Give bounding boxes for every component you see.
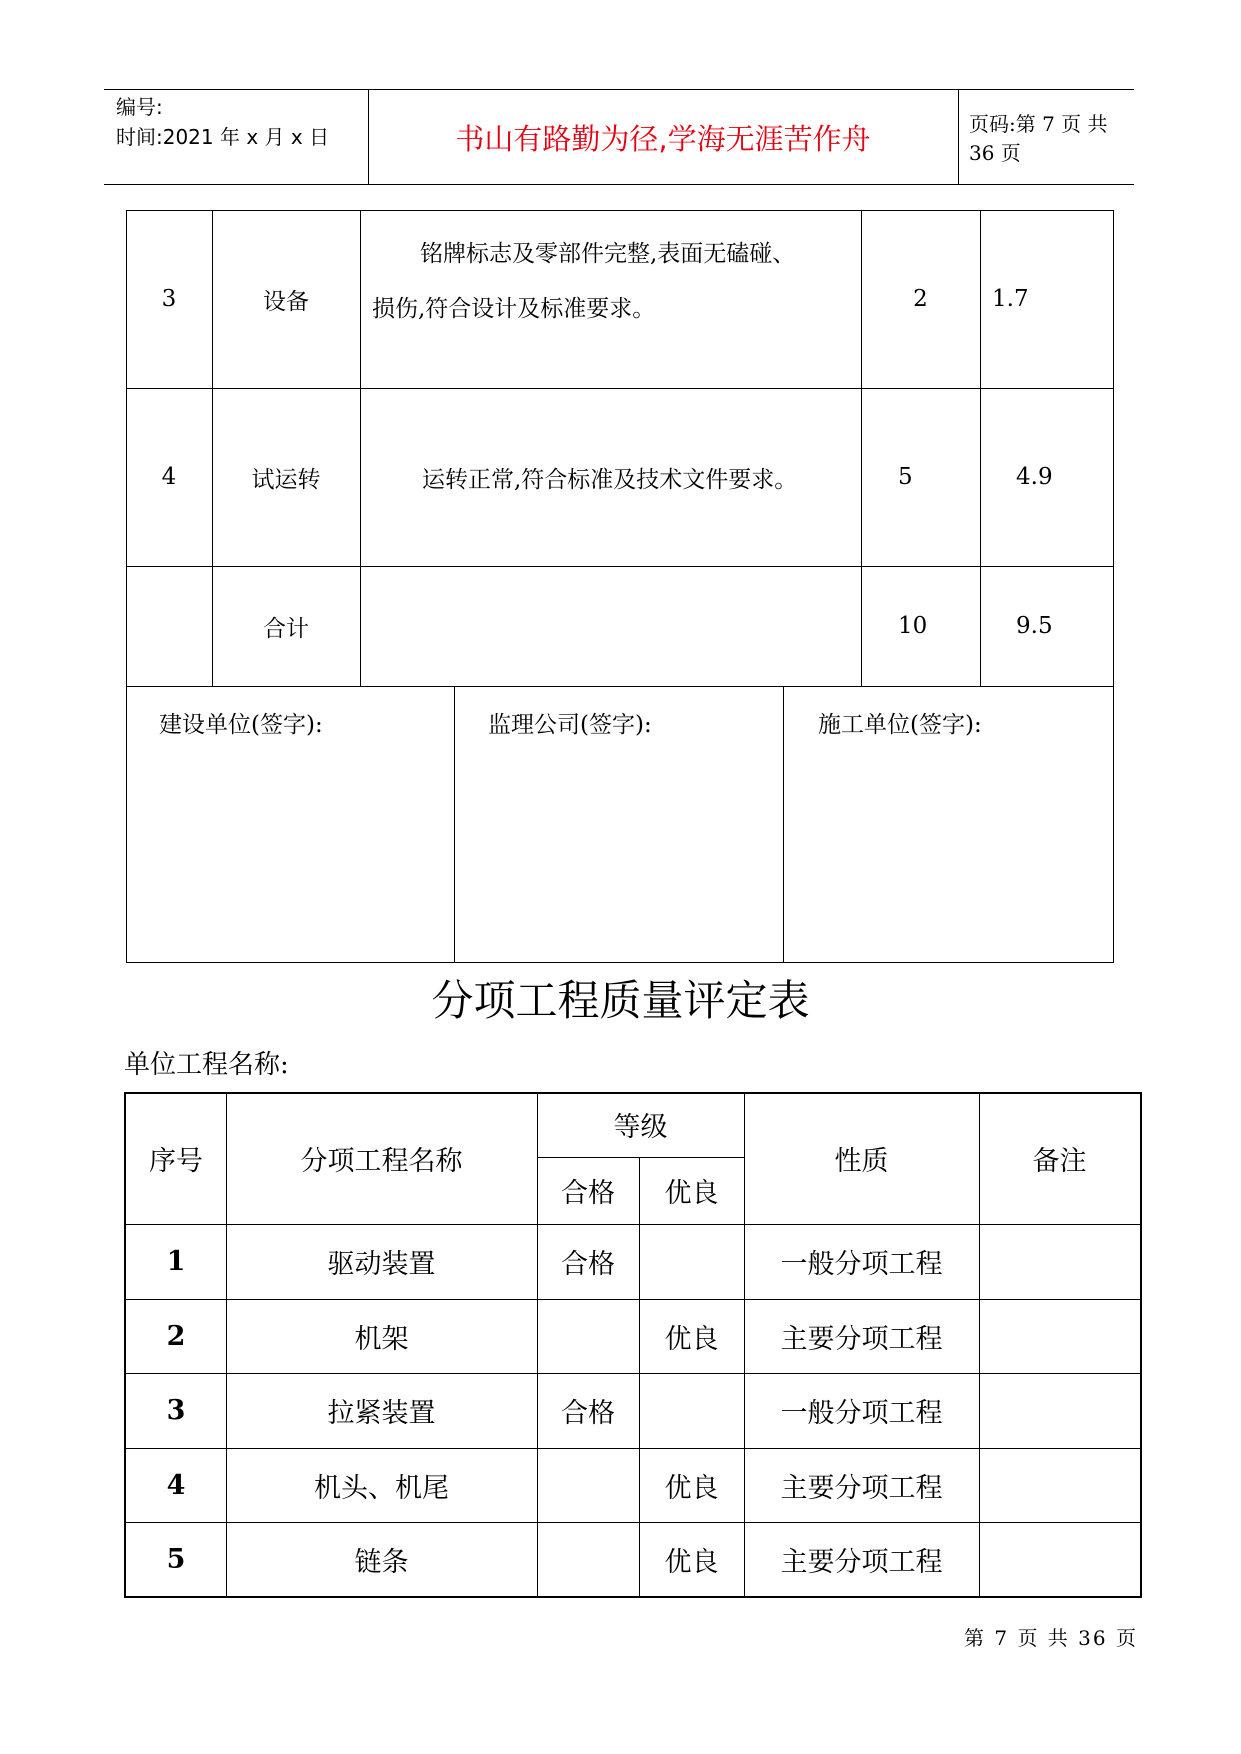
row-standard-score: 2 — [913, 286, 928, 312]
row-standard-score: 10 — [898, 613, 928, 639]
row-number: 2 — [166, 1320, 186, 1352]
row-number: 4 — [166, 1469, 186, 1501]
signature-contractor: 施工单位(签字): — [818, 712, 982, 738]
signature-owner: 建设单位(签字): — [159, 712, 323, 738]
row-remark — [979, 1224, 1140, 1299]
row-item-name: 驱动装置 — [327, 1249, 436, 1280]
row-nature: 主要分项工程 — [780, 1323, 943, 1355]
document-number: 编号: — [116, 95, 163, 119]
page-header — [104, 89, 1134, 185]
row-actual-score: 1.7 — [992, 286, 1029, 312]
header-divider — [958, 90, 959, 184]
header-nature: 性质 — [834, 1145, 889, 1177]
row-number: 5 — [166, 1543, 186, 1575]
row-good — [639, 1373, 744, 1448]
row-number: 1 — [166, 1246, 186, 1277]
row-pass — [537, 1299, 639, 1373]
header-good: 优良 — [664, 1178, 719, 1209]
quality-evaluation-table — [124, 1092, 1142, 1598]
inspection-table — [126, 210, 1114, 963]
footer-page-number: 第 7 页 共 36 页 — [964, 1626, 1138, 1650]
row-description: 运转正常,符合标准及技术文件要求。 — [422, 466, 798, 493]
row-item: 设备 — [263, 288, 309, 315]
header-page-number: 页码:第 7 页 共 36 页 — [969, 112, 1108, 165]
row-item-name: 机头、机尾 — [314, 1472, 449, 1504]
row-item-name: 链条 — [354, 1546, 409, 1578]
row-number: 4 — [161, 464, 177, 490]
row-remark — [979, 1448, 1140, 1522]
row-remark — [979, 1522, 1140, 1596]
header-number: 序号 — [149, 1145, 203, 1177]
row-remark — [979, 1373, 1140, 1448]
row-good — [639, 1224, 744, 1299]
row-description: 铭牌标志及零部件完整,表面无磕碰、 损伤,符合设计及标准要求。 — [372, 241, 796, 322]
row-nature: 主要分项工程 — [780, 1472, 943, 1504]
row-item-name: 机架 — [354, 1323, 409, 1355]
row-nature: 主要分项工程 — [780, 1546, 943, 1578]
row-remark — [979, 1299, 1140, 1373]
header-pass: 合格 — [561, 1178, 615, 1209]
table-title: 分项工程质量评定表 — [431, 976, 810, 1025]
row-good: 优良 — [664, 1546, 719, 1578]
signature-supervisor: 监理公司(签字): — [488, 712, 652, 738]
row-item: 合计 — [263, 615, 309, 642]
row-number: 3 — [161, 286, 177, 312]
row-good: 优良 — [664, 1472, 719, 1504]
header-item-name: 分项工程名称 — [300, 1145, 463, 1177]
header-remark: 备注 — [1032, 1145, 1087, 1177]
row-pass — [537, 1448, 639, 1522]
header-motto: 书山有路勤为径,学海无涯苦作舟 — [455, 121, 871, 156]
unit-project-name-label: 单位工程名称: — [124, 1050, 289, 1080]
row-pass — [537, 1522, 639, 1596]
row-description — [360, 566, 861, 686]
row-item: 试运转 — [251, 466, 321, 493]
row-actual-score: 4.9 — [1016, 464, 1053, 490]
row-number — [126, 566, 212, 686]
header-grade: 等级 — [613, 1112, 668, 1143]
row-nature: 一般分项工程 — [780, 1249, 943, 1280]
row-nature: 一般分项工程 — [780, 1398, 943, 1429]
row-standard-score: 5 — [898, 464, 913, 490]
row-item-name: 拉紧装置 — [327, 1398, 436, 1429]
row-actual-score: 9.5 — [1016, 613, 1053, 639]
row-pass: 合格 — [561, 1249, 615, 1280]
row-pass: 合格 — [561, 1398, 615, 1429]
document-time: 时间:2021 年 x 月 x 日 — [116, 125, 330, 149]
header-meta — [116, 92, 329, 152]
row-good: 优良 — [664, 1323, 719, 1355]
row-number: 3 — [166, 1395, 186, 1426]
